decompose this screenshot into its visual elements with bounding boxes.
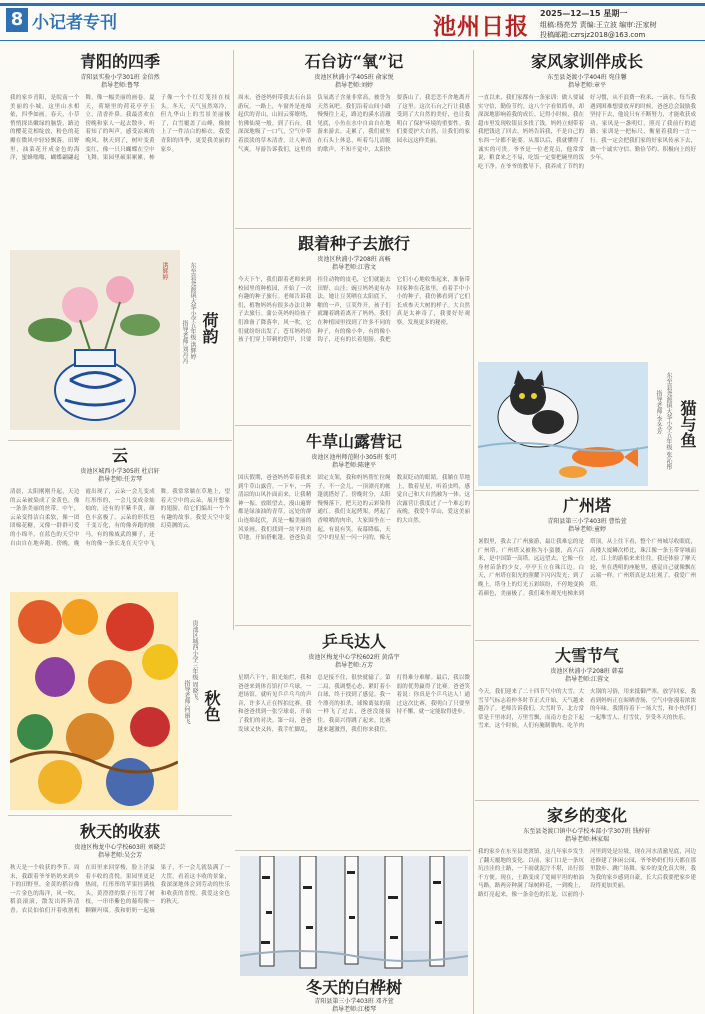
article-title: 家风家训伴成长: [530, 52, 643, 71]
autumn-painting: [10, 592, 178, 810]
artwork-school: 贵池区城西小学三年级 周晓飞: [191, 620, 198, 700]
artwork-title: 秋色: [202, 690, 221, 722]
article-teacher: 指导老师:刘婷: [334, 82, 374, 89]
article-body: 周末，爸爸妈妈带我去石台县游玩。一路上，车窗外是连绵起伏的青山，山间云雾缭绕，仿佛仙境一般。到了石台，我深深地吸了一口气，空气中带着淡淡的草木清香，让人神清气爽。导游告诉我们，这里的负氧离子含量非常高，被誉为天然氧吧。我们沿着山间小路慢慢往上走，路边的溪水清澈见底，小鱼在水中自由自在地游来游去。走累了，我们就坐在石头上休息，听着鸟儿清脆的歌声。不知不觉中，太阳快要落山了，我恋恋不舍地离开了这里。这次石台之行让我感受到了大自然的美好，也让我明白了保护环境的重要性。我们要爱护大自然，让我们的家园永远这样美丽。: [238, 95, 470, 153]
article-body: 秋天是一个收获的季节。周末，我跟着爷爷奶奶来到乡下的田野里，金黄的稻谷像一片金色的海洋，风一吹，稻浪滚滚，散发出阵阵清香。农民伯伯们开着收割机在田里来回穿梭，脸上洋溢着丰收的喜悦。果园里更是热闹，红彤彤的苹果挂满枝头，黄澄澄的梨子压弯了树枝，一串串紫色的葡萄像一颗颗玛瑙。我和奶奶一起摘果子，不一会儿就装满了一大筐。看着这丰收的景象，我深深地体会到劳动的快乐和收获的喜悦。我爱这金色的秋天。: [10, 865, 230, 914]
header-rule: [0, 40, 705, 41]
article-school: 贵池区梅龙中心学校602班 黄浩宇: [308, 654, 400, 661]
article-school: 青阳县第三小学403班 曹怡萱: [547, 518, 627, 525]
article-title: 牛草山露营记: [305, 432, 402, 451]
article-body: 一直以来，我们家都有一条家训：做人要诚实守信，勤俭节约。这八个字看似简单，却深深地影响着我的成长。记得小时候，我在超市里发现收银员多找了钱，妈妈立刻带着我把钱送了回去。妈妈告诉我，不是自己的东西一分都不能要。从那以后，我就懂得了诚实的可贵。爷爷是一位老党员，他常常说，粮食来之不易，吃饭一定要把碗里的饭吃干净。在爷爷的教导下，我养成了节约的好习惯，从不浪费一粒米、一滴水。每当我遇到困难想要放弃的时候，爸爸总会鼓励我坚持下去，他说只有不断努力，才能收获成功。家风是一盏明灯，照亮了我前行的道路；家训是一把标尺，衡量着我的一言一行。我一定会把我们家的好家风传承下去，做一个诚实守信、勤俭节约、积极向上的好少年。: [478, 95, 696, 170]
header-top-bar: [0, 3, 705, 6]
editors-line: 组稿:杨亮芳 责编:王立波 编审:汪家树: [540, 21, 657, 29]
section-divider: [475, 490, 699, 491]
article-teacher: 指导老师:鲁琴: [100, 82, 140, 89]
article-title: 家乡的变化: [546, 806, 627, 825]
article-school: 贵池区池州师范附小305班 张可: [311, 454, 397, 461]
artwork-teacher: 指导老师:刘丹丹: [181, 320, 188, 365]
article-school: 青阳县实验小学301班 金倍然: [80, 74, 160, 81]
artwork-title: 冬天的白桦树: [305, 978, 402, 997]
article-body: 暑假里，我去了广州旅游，最让我难忘的是广州塔。广州塔又被称为小蛮腰，高六百米，是中国第一高塔。远远望去，它像一位身材苗条的少女，亭亭玉立在珠江边。白天，广州塔在阳光的照耀下闪闪发光；到了晚上，塔身上的灯光五彩缤纷，不停地变换着颜色，美丽极了。我们乘坐观光电梯来到塔顶，从上往下看，整个广州城尽收眼底，高楼大厦鳞次栉比，珠江像一条玉带穿城而过，江上的游船来来往往。我还体验了摩天轮，坐在透明的座舱里，感觉自己就像飘在云端一样。广州塔真是太壮观了，我爱广州塔。: [478, 539, 696, 597]
article-body: 今天，我们迎来了二十四节气中的大雪。大雪节气标志着仲冬时节正式开始，天气越来越冷了。老师告诉我们，大雪时节，北方常常是千里冰封，万里雪飘，而南方也会下起雪来。这个时候，人们有腌制腊肉、吃羊肉火锅的习俗，用来抵御严寒。放学回家，我看到妈妈正在晾晒香肠，空气中弥漫着浓浓的年味。我期待着下一场大雪，和小伙伴们一起堆雪人、打雪仗，享受冬天的快乐。: [478, 689, 696, 730]
artist-signature: 洪辉婷: [161, 262, 168, 280]
article-teacher: 指导老师:章平: [567, 82, 607, 89]
artwork-teacher: 指导老师:何丽飞: [183, 680, 190, 725]
article-teacher: 指导老师:任芳琴: [97, 476, 143, 483]
article-teacher: 指导老师:陈建平: [331, 462, 377, 469]
cat-fish-painting: [478, 362, 648, 486]
article-school: 东至县尧渡小学404班 宛佳馨: [547, 74, 627, 81]
artwork-school: 东至县尧渡镇大华小学五年级 张沁彤: [665, 372, 672, 470]
article-school: 贵池区秋浦小学208班 高畅: [317, 256, 391, 263]
section-divider: [235, 228, 471, 229]
article-body: 今天下午，我们跟着老师来到校园里的种植园，开始了一次有趣的种子旅行。老师告诉我们，植物妈妈有很多办法让种子去旅行。蒲公英妈妈给孩子们准备了降落伞，风一吹，它们就纷纷出发了；苍耳妈妈给孩子们穿上带刺的铠甲，只要挂住动物的皮毛，它们就能去田野、山洼；豌豆妈妈更有办法，她让豆荚晒在太阳底下，啪的一声，豆荚炸开，孩子们就蹦着跳着离开了妈妈。我们在种植园里找到了许多不同的种子，有的像小伞，有的像小钩子，还有的长着翅膀。我把它们小心地收集起来，准备带回家种在花盆里。看着手中小小的种子，我仿佛看到了它们长成参天大树的样子。大自然真是太神奇了，我要好好观察，发现更多的秘密。: [238, 277, 470, 344]
section-divider: [475, 640, 699, 641]
article-school: 贵池区城西小学305班 杜启轩: [80, 468, 160, 475]
article-teacher: 指导老师:吴会芳: [97, 852, 143, 859]
article-school: 贵池区秋浦小学208班 韩嘉: [550, 668, 624, 675]
page-header: [0, 0, 705, 44]
birch-painting: [240, 856, 468, 976]
section-divider: [235, 425, 471, 426]
article-teacher: 指导老师:江蓉文: [564, 676, 610, 683]
column-divider: [233, 50, 234, 630]
paper-logo: 池州日报: [433, 13, 529, 40]
article-title: 广州塔: [562, 496, 611, 515]
article-teacher: 指导老师:童婷: [567, 526, 607, 533]
article-teacher: 指导老师:江蓉文: [331, 264, 377, 271]
section-divider: [8, 815, 232, 816]
article-title: 秋天的收获: [79, 822, 160, 841]
artwork-title: 荷韵: [200, 312, 219, 344]
lotus-painting: [10, 250, 180, 430]
article-body: 我的家乡青阳，是皖南一个美丽的小城。这里山水相依，四季如画。春天，小草悄悄探出嫩绿的脑袋，路边的樱花竞相绽放，粉色的花瓣在微风中轻轻飘落。田野里，油菜花开成金色的海洋，蜜蜂嗡嗡，蝴蝶翩翩起舞，像一幅美丽的画卷。夏天，荷塘里的荷花亭亭玉立，清香扑鼻。我最喜欢在傍晚和家人一起去散步，听着知了的叫声，感受凉爽的晚风。秋天到了，树叶变黄变红，像一只只蝴蝶在空中飞舞。果园里硕果累累，柿子像一个个红灯笼挂在枝头。冬天，天气虽然寒冷，但九华山上的雪景美丽极了，白雪覆盖了山峰，像披上了一件洁白的棉衣。我爱青阳的四季，更爱我美丽的家乡。: [10, 95, 230, 162]
column-divider: [473, 50, 474, 1014]
artwork-school: 东至县尧渡镇大华小学五年级 洪辉婷: [189, 262, 196, 360]
email-line: 投稿邮箱:czrsjz2018@163.com: [540, 31, 646, 39]
article-title: 大雪节气: [554, 646, 619, 665]
page-name: 小记者专刊: [32, 13, 117, 33]
article-body: 清晨，太阳刚刚升起，天边的云朵被染成了金黄色，像一条条美丽的丝带。中午，云朵变得洁白柔软，像一团团棉花糖，又像一群群可爱的小绵羊，在蓝色的天空中自由自在地奔跑。傍晚，晚霞出现了，云朵一会儿变成红彤彤的，一会儿变成金灿灿的，还有的半紫半黄，颜色丰富极了。云朵的形状也千变万化，有的像奔跑的骏马，有的像威武的狮子，还有的像一条长龙在天空中飞舞。我常常躺在草地上，望着天空中的云朵，展开想象的翅膀，给它们编出一个个有趣的故事。我爱天空中变幻莫测的云。: [10, 489, 230, 547]
article-body: 国庆假期，爸爸妈妈带着我来到牛草山露营。一下车，一阵清凉的山风扑面而来，让我精神一振。放眼望去，漫山遍野都是绿油油的青草，远处的群山连绵起伏，真是一幅美丽的风景画。我们找到一块平坦的草地，开始搭帐篷。爸爸负责固定支架，我和妈妈帮忙拉绳子，不一会儿，一顶漂亮的帐篷就搭好了。傍晚时分，太阳慢慢落下，把天边的云彩染得通红。我们支起烤架，烤起了香喷喷的肉串，大家围坐在一起，有说有笑。夜幕降临，天空中的星星一闪一闪的，像无数双眨动的眼睛。我躺在草地上，数着星星，听着虫鸣，感觉自己和大自然融为一体。这次露营让我度过了一个难忘的夜晚，我爱牛草山，爱这美丽的大自然。: [238, 475, 470, 542]
article-title: 石台访“氧”记: [304, 52, 404, 71]
article-school: 东至县尧渡口镇中心学校本部小学307班 钱梓轩: [523, 828, 651, 835]
article-title: 跟着种子去旅行: [297, 234, 410, 253]
article-teacher: 指导老师:方芳: [334, 662, 374, 669]
artwork-teacher: 指导老师:李冬芳: [655, 390, 662, 435]
article-title: 青阳的四季: [79, 52, 160, 71]
artwork-school: 青阳县第三小学403班 邓齐萱: [314, 998, 394, 1005]
artwork-teacher: 指导老师:江楼琴: [331, 1006, 377, 1013]
article-title: 云: [111, 446, 128, 465]
section-divider: [475, 800, 699, 801]
page-number: 8: [6, 8, 28, 32]
section-divider: [8, 440, 232, 441]
article-body: 我的家乡在东至县尧渡镇，这几年家乡发生了翻天覆地的变化。以前，家门口是一条坑坑洼洼的土路，一下雨就泥泞不堪，出行很不方便。现在，土路变成了宽阔平坦的柏油马路，路两旁种满了绿树鲜花，一到晚上，路灯亮起来，像一条金色的长龙。以前的小河里到处是垃圾，现在河水清澈见底，河边还修建了休闲公园，爷爷奶奶们每天都在那里散步、跳广场舞。家乡的变化真大呀，我为我的家乡感到自豪，长大后我要把家乡建设得更加美丽。: [478, 849, 696, 898]
section-divider: [235, 850, 471, 851]
article-teacher: 指导老师:林家瑞: [564, 836, 610, 843]
article-school: 贵池区秋浦小学405班 俞家悦: [314, 74, 394, 81]
article-body: 星期六下午，阳光灿烂，我和爸爸来到体育馆打乒乓球。一进场馆，就听见乒乒乓乓的声音，许多人正在挥拍比赛。我和爸爸找到一张空球桌，开始了我们的对决。第一局，爸爸发球又快又转，我手忙脚乱，总是接不住，很快就输了。第二局，我调整心态，紧盯着小白球，终于找到了感觉。我一个漂亮的扣杀，球像离弦的箭一样飞了过去，爸爸没能接住，我高兴得跳了起来。比赛越来越激烈，我们你来我往，打得难分难解。最后，我以微弱的优势赢得了比赛。爸爸笑着说：你真是个乒乓达人！通过这次比赛，我明白了只要坚持不懈，就一定能取得进步。: [238, 675, 470, 733]
article-title: 乒乓达人: [321, 632, 386, 651]
article-school: 贵池区梅龙中心学校603班 刘晓芸: [74, 844, 166, 851]
artwork-title: 猫与鱼: [678, 400, 697, 448]
issue-date: 2025—12—15 星期一: [540, 9, 628, 18]
section-divider: [235, 625, 471, 626]
